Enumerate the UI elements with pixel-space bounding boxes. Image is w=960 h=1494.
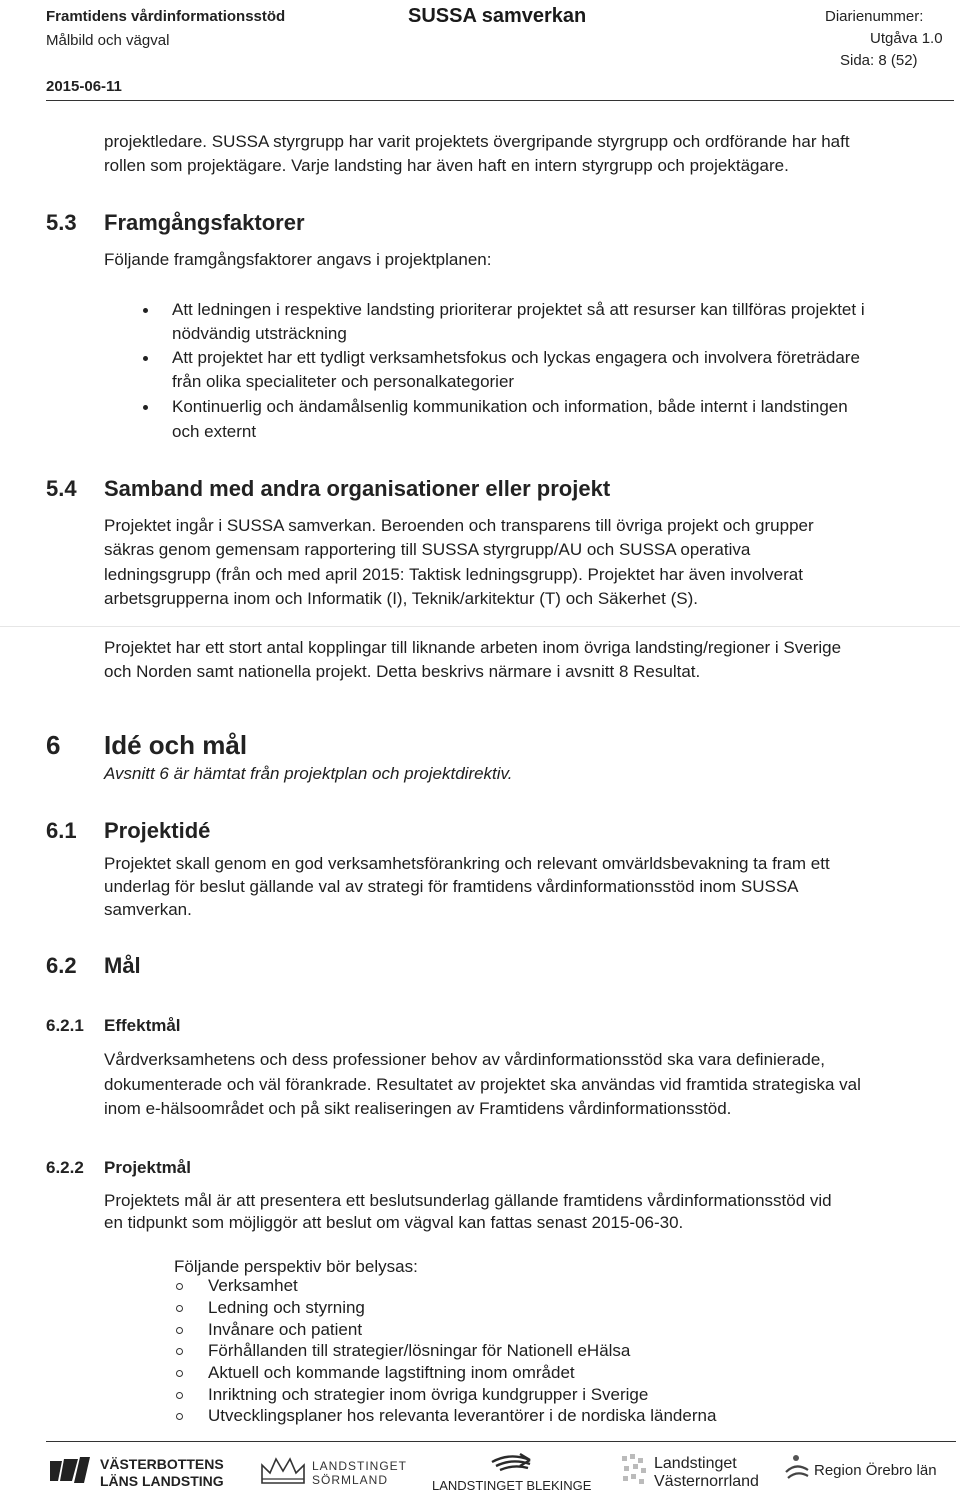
perspective-item: Utvecklingsplaner hos relevanta leverantörer i de nordiska länderna — [208, 1406, 717, 1425]
header-left-title: Framtidens vårdinformationsstöd — [46, 8, 286, 25]
section-6-2-1-title: Effektmål — [104, 1016, 181, 1035]
section-6-1-title: Projektidé — [104, 818, 211, 843]
circle-bullet-icon — [176, 1348, 183, 1355]
section-6-2-1-number: 6.2.1 — [46, 1016, 84, 1035]
section-5-3-number: 5.3 — [46, 210, 77, 235]
section-6-1-line2: underlag för beslut gällande val av strategi för framtidens vårdinformationsstöd inom SUSSA — [104, 877, 799, 896]
blekinge-name: LANDSTINGET BLEKINGE — [432, 1478, 592, 1493]
perspective-lead: Följande perspektiv bör belysas: — [174, 1257, 418, 1276]
header-center-title: SUSSA samverkan — [408, 5, 587, 27]
vasterbotten-line-1: VÄSTERBOTTENS — [100, 1456, 224, 1472]
intro-line-1: projektledare. SUSSA styrgrupp har varit projektets övergripande styrgrupp och ordförande har haft — [104, 132, 850, 151]
header-diarienummer: Diarienummer: — [825, 8, 924, 25]
header-left-subtitle: Målbild och vägval — [46, 32, 170, 49]
section-6-2-2-title: Projektmål — [104, 1158, 191, 1177]
section-5-4-para1-line4: arbetsgrupperna inom och Informatik (I), Teknik/arkitektur (T) och Säkerhet (S). — [104, 589, 698, 608]
section-6-note: Avsnitt 6 är hämtat från projektplan och projektdirektiv. — [104, 764, 513, 783]
section-6-2-1-line1: Vårdverksamhetens och dess professioner behov av vårdinformationsstöd ska vara definierade, — [104, 1050, 825, 1069]
sormland-line-1: LANDSTINGET — [312, 1459, 408, 1473]
perspective-item: Ledning och styrning — [208, 1298, 365, 1317]
footer-rule — [46, 1441, 956, 1442]
header-rule — [46, 100, 954, 101]
vasternorrland-logo-icon — [620, 1452, 650, 1488]
bullet-2-line-1: Att projektet har ett tydligt verksamhetsfokus och lyckas engagera och involvera företrädare — [172, 348, 860, 367]
circle-bullet-icon — [176, 1392, 183, 1399]
orebro-logo-icon — [782, 1452, 812, 1486]
section-6-2-1-line2: dokumenterade och väl förankrade. Resultatet av projektet ska användas vid framtida strategiska val — [104, 1075, 861, 1094]
vasternorrland-line-1: Landstinget — [654, 1455, 737, 1472]
circle-bullet-icon — [176, 1283, 183, 1290]
blekinge-logo-icon — [490, 1450, 536, 1474]
section-5-4-para2-line2: och Norden samt nationella projekt. Detta beskrivs närmare i avsnitt 8 Resultat. — [104, 662, 701, 681]
bullet-2-line-2: från olika specialiteter och personalkategorier — [172, 372, 515, 391]
section-5-4-para1-line1: Projektet ingår i SUSSA samverkan. Beroenden och transparens till övriga projekt och grupper — [104, 516, 814, 535]
bullet-1-line-2: nödvändig utsträckning — [172, 324, 347, 343]
vasternorrland-line-2: Västernorrland — [654, 1473, 759, 1490]
section-5-4-para2-line1: Projektet har ett stort antal kopplingar till liknande arbeten inom övriga landsting/regioner i Sverige — [104, 638, 842, 657]
circle-bullet-icon — [176, 1305, 183, 1312]
section-6-1-line3: samverkan. — [104, 900, 192, 919]
perspective-item: Inriktning och strategier inom övriga kundgrupper i Sverige — [208, 1385, 649, 1404]
section-6-2-title: Mål — [104, 953, 141, 978]
bullet-3-line-2: och externt — [172, 422, 257, 441]
section-5-3-title: Framgångsfaktorer — [104, 210, 305, 235]
section-5-4-title: Samband med andra organisationer eller projekt — [104, 476, 611, 501]
section-5-3-lead: Följande framgångsfaktorer angavs i projektplanen: — [104, 250, 492, 269]
section-5-4-para1-line2: säkras genom gemensam rapportering till SUSSA styrgrupp/AU och SUSSA operativa — [104, 540, 751, 559]
section-6-title: Idé och mål — [104, 730, 248, 760]
bullet-icon — [143, 356, 148, 361]
section-6-2-1-line3: inom e-hälsoområdet och på sikt realiseringen av Framtidens vårdinformationsstöd. — [104, 1099, 732, 1118]
section-6-1-number: 6.1 — [46, 818, 77, 843]
perspective-item: Aktuell och kommande lagstiftning inom området — [208, 1363, 575, 1382]
perspective-item: Förhållanden till strategier/lösningar för Nationell eHälsa — [208, 1341, 631, 1360]
circle-bullet-icon — [176, 1327, 183, 1334]
vasterbotten-line-2: LÄNS LANDSTING — [100, 1473, 224, 1489]
perspective-item: Verksamhet — [208, 1276, 298, 1295]
sormland-crown-icon — [258, 1455, 308, 1487]
bullet-3-line-1: Kontinuerlig och ändamålsenlig kommunikation och information, både internt i landstingen — [172, 397, 848, 416]
bullet-icon — [143, 405, 148, 410]
section-6-number: 6 — [46, 730, 61, 760]
perspective-item: Invånare och patient — [208, 1320, 363, 1339]
vasterbotten-logo-icon — [48, 1455, 92, 1485]
bullet-icon — [143, 308, 148, 313]
circle-bullet-icon — [176, 1370, 183, 1377]
section-6-2-number: 6.2 — [46, 953, 77, 978]
section-6-2-2-number: 6.2.2 — [46, 1158, 84, 1177]
section-6-2-2-line2: en tidpunkt som möjliggör att beslut om vägval kan fattas senast 2015-06-30. — [104, 1213, 684, 1232]
section-5-4-para1-line3: ledningsgrupp (från och med april 2015: Taktisk ledningsgrupp). Projektet har även involverat — [104, 565, 803, 584]
orebro-name: Region Örebro län — [814, 1462, 937, 1479]
section-5-4-number: 5.4 — [46, 476, 77, 501]
header-page-number: Sida: 8 (52) — [840, 52, 918, 69]
sormland-line-2: SÖRMLAND — [312, 1473, 389, 1487]
section-6-1-line1: Projektet skall genom en god verksamhetsförankring och relevant omvärldsbevakning ta fram ett — [104, 854, 830, 873]
bullet-1-line-1: Att ledningen i respektive landsting prioriterar projektet så att resurser kan tillföras projektet i — [172, 300, 865, 319]
scan-line — [0, 626, 960, 627]
intro-line-2: rollen som projektägare. Varje landsting har även haft en intern styrgrupp och projektägare. — [104, 156, 789, 175]
header-date: 2015-06-11 — [46, 78, 122, 95]
circle-bullet-icon — [176, 1413, 183, 1420]
header-version: Utgåva 1.0 — [870, 30, 943, 47]
section-6-2-2-line1: Projektets mål är att presentera ett beslutsunderlag gällande framtidens vårdinformationsstöd vid — [104, 1191, 832, 1210]
